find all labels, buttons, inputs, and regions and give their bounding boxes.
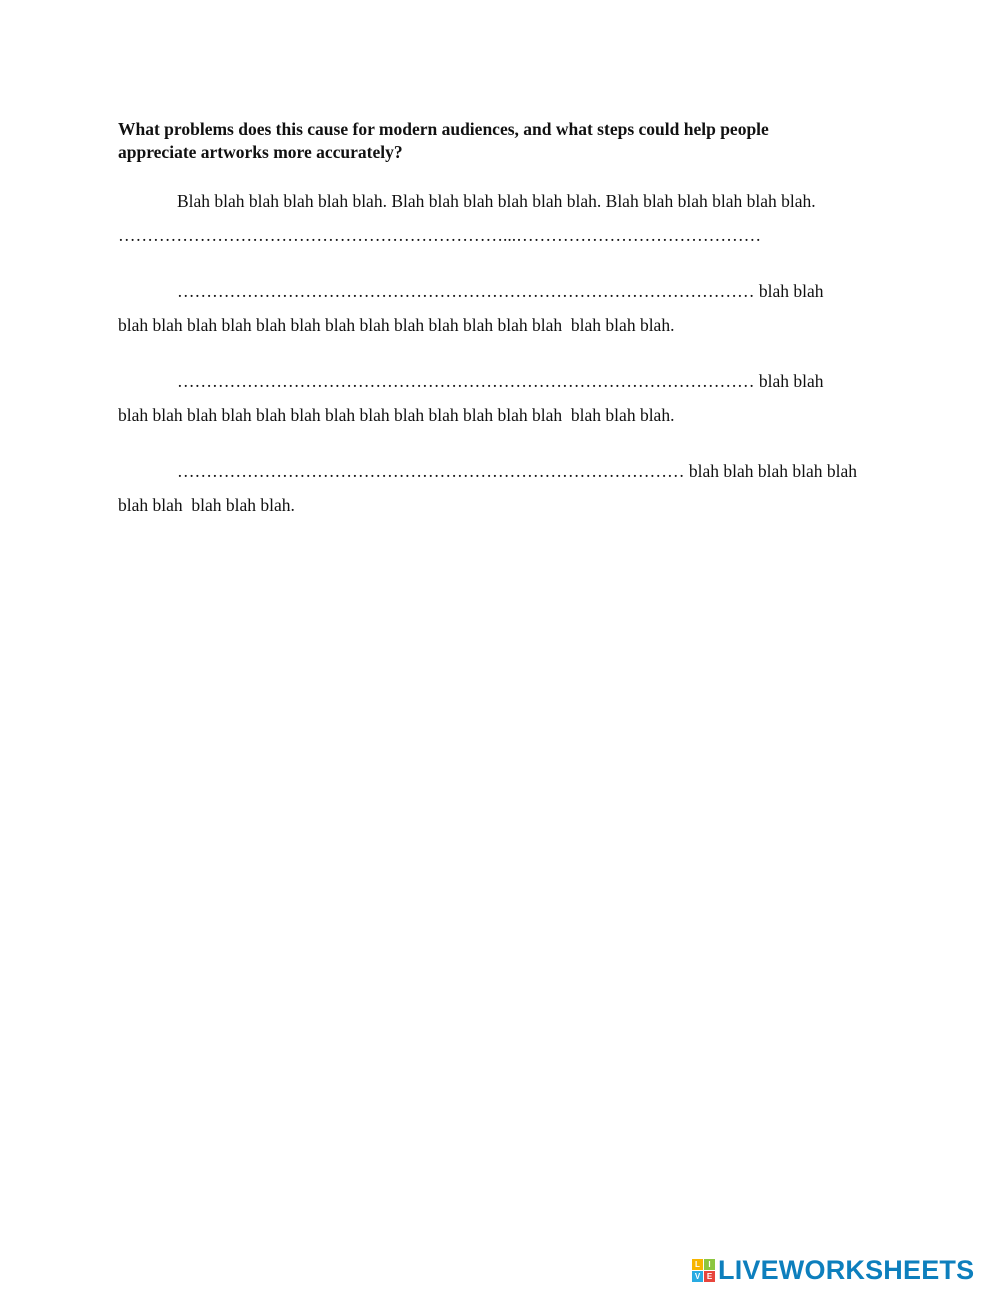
answer-paragraph-1 — [118, 184, 918, 252]
paragraph-2-line-2: blah blah blah blah blah blah blah blah blah blah blah blah blah blah blah blah. — [118, 315, 675, 335]
logo-mark-icon — [692, 1259, 715, 1282]
liveworksheets-logo — [692, 1255, 974, 1285]
logo-mark-cell: E — [704, 1271, 715, 1282]
paragraph-3-line-2: blah blah blah blah blah blah blah blah blah blah blah blah blah blah blah blah. — [118, 405, 675, 425]
answer-paragraph-4 — [118, 454, 918, 522]
logo-mark-cell: I — [704, 1259, 715, 1270]
logo-mark-cell: V — [692, 1271, 703, 1282]
paragraph-4-line-2: blah blah blah blah blah. — [118, 495, 295, 515]
paragraph-3-line-1: ……………………………………………………………………………………… blah blah — [177, 371, 824, 391]
question-line-1: What problems does this cause for modern audiences, and what steps could help people — [118, 119, 769, 139]
question-heading — [118, 118, 918, 164]
answer-paragraph-3 — [118, 364, 918, 432]
worksheet-body — [118, 118, 918, 522]
paragraph-1-line-1: Blah blah blah blah blah blah. Blah blah blah blah blah blah. Blah blah blah blah blah blah. — [177, 191, 816, 211]
paragraph-4-line-1: …………………………………………………………………………… blah blah blah blah blah — [177, 461, 858, 481]
paragraph-1-line-2: …………………………………………………………...…………………………………… — [118, 225, 762, 245]
logo-mark-cell: L — [692, 1259, 703, 1270]
question-line-2: appreciate artworks more accurately? — [118, 142, 403, 162]
logo-text: LIVEWORKSHEETS — [718, 1255, 975, 1285]
paragraph-2-line-1: ……………………………………………………………………………………… blah blah — [177, 281, 824, 301]
answer-paragraph-2 — [118, 274, 918, 342]
